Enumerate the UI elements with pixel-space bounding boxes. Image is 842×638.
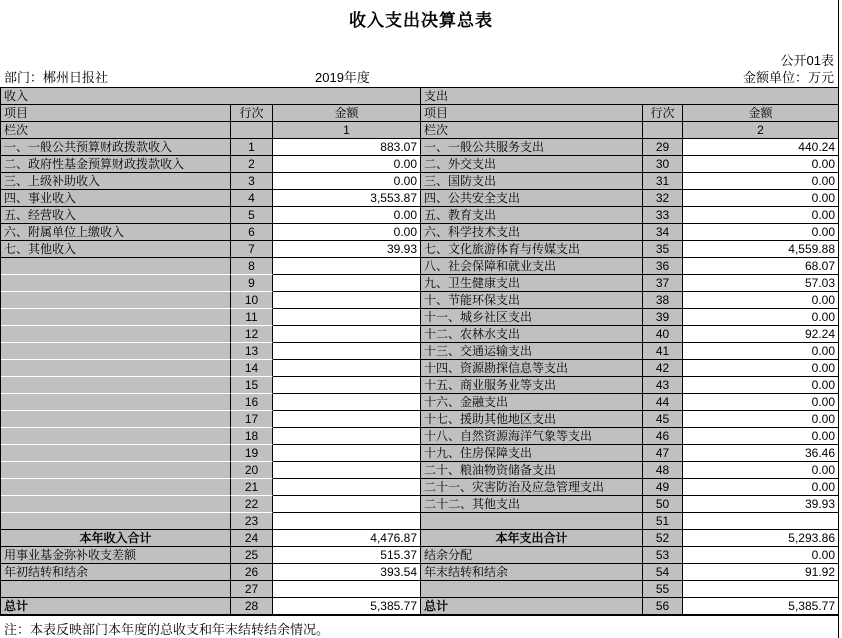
income-amount-cell: 515.37 [273,547,420,564]
income-item-cell: 五、经营收入 [1,207,231,224]
expenditure-amount-cell: 36.46 [683,445,838,462]
expenditure-item-cell: 十、节能环保支出 [421,292,643,309]
expenditure-item-cell [421,513,643,530]
expenditure-amount-cell: 57.03 [683,275,838,292]
expenditure-item-cell: 结余分配 [421,547,643,564]
expenditure-item-cell: 二十、粮油物资储备支出 [421,462,643,479]
amount-unit-label: 金额单位：万元 [742,70,834,85]
income-rowno-cell: 12 [231,326,273,343]
income-amount-cell [273,479,420,496]
expenditure-item-cell: 八、社会保障和就业支出 [421,258,643,275]
income-amount-cell [273,292,420,309]
income-item-cell [1,496,231,513]
expenditure-rowno-cell: 38 [643,292,683,309]
income-item-cell [1,326,231,343]
expenditure-rowno-cell: 31 [643,173,683,190]
expenditure-amount-cell [683,581,838,598]
expenditure-rowno-cell: 52 [643,530,683,547]
income-amount-cell [273,258,420,275]
expenditure-amount-cell: 0.00 [683,224,838,241]
expenditure-rowno-cell: 49 [643,479,683,496]
expenditure-amount-cell: 92.24 [683,326,838,343]
income-rowno-cell: 21 [231,479,273,496]
income-item-cell: 七、其他收入 [1,241,231,258]
income-item-cell [1,292,231,309]
expenditure-rowno-cell: 43 [643,377,683,394]
income-item-cell [1,445,231,462]
expenditure-item-cell: 十二、农林水支出 [421,326,643,343]
expenditure-item-cell [421,581,643,598]
income-amount-cell [273,360,420,377]
expenditure-item-cell: 十八、自然资源海洋气象等支出 [421,428,643,445]
expenditure-amount-cell: 0.00 [683,343,838,360]
income-amount-cell: 5,385.77 [273,598,420,615]
expenditure-amount-cell: 0.00 [683,309,838,326]
expenditure-rowno-cell: 51 [643,513,683,530]
expenditure-rowno-cell: 35 [643,241,683,258]
expenditure-table [421,88,838,615]
expenditure-rowno-cell: 39 [643,309,683,326]
footnote: 注：本表反映部门本年度的总收支和年末结转结余情况。 [4,622,330,637]
income-item-cell: 六、附属单位上缴收入 [1,224,231,241]
sheet-label: 公开01表 [780,53,834,68]
income-rowno-cell: 4 [231,190,273,207]
income-amount-cell [273,462,420,479]
expenditure-amount-cell: 0.00 [683,190,838,207]
income-item-cell [1,309,231,326]
expenditure-section-title: 支出 [421,88,838,105]
income-amount-cell: 3,553.87 [273,190,420,207]
income-amount-cell [273,445,420,462]
expenditure-amount-cell: 0.00 [683,173,838,190]
income-amount-cell: 0.00 [273,173,420,190]
income-item-cell: 本年收入合计 [1,530,231,547]
income-item-cell [1,411,231,428]
expenditure-rowno-cell: 33 [643,207,683,224]
income-amount-cell: 393.54 [273,564,420,581]
expenditure-amount-cell: 68.07 [683,258,838,275]
expenditure-item-cell: 六、科学技术支出 [421,224,643,241]
fiscal-year-label: 2019年度 [315,70,370,85]
income-rowno-cell: 5 [231,207,273,224]
expenditure-amount-cell: 440.24 [683,139,838,156]
expenditure-item-cell: 五、教育支出 [421,207,643,224]
expenditure-item-cell: 二十一、灾害防治及应急管理支出 [421,479,643,496]
expenditure-amount-cell: 0.00 [683,479,838,496]
expenditure-item-cell: 一、一般公共服务支出 [421,139,643,156]
expenditure-index-label: 栏次 [421,122,643,139]
income-item-cell [1,360,231,377]
expenditure-col-header-amount: 金额 [683,105,838,122]
income-item-cell: 年初结转和结余 [1,564,231,581]
income-col-header-item: 项目 [1,105,231,122]
expenditure-amount-cell: 0.00 [683,462,838,479]
expenditure-amount-cell: 5,293.86 [683,530,838,547]
income-item-cell: 三、上级补助收入 [1,173,231,190]
income-rowno-cell: 26 [231,564,273,581]
expenditure-rowno-cell: 44 [643,394,683,411]
income-rowno-cell: 20 [231,462,273,479]
expenditure-amount-cell: 0.00 [683,292,838,309]
income-amount-cell: 0.00 [273,207,420,224]
expenditure-rowno-cell: 47 [643,445,683,462]
expenditure-rowno-cell: 32 [643,190,683,207]
expenditure-index-blank [643,122,683,139]
expenditure-amount-cell [683,513,838,530]
expenditure-rowno-cell: 37 [643,275,683,292]
income-amount-cell: 39.93 [273,241,420,258]
expenditure-rowno-cell: 41 [643,343,683,360]
income-rowno-cell: 16 [231,394,273,411]
expenditure-item-cell: 十九、住房保障支出 [421,445,643,462]
income-rowno-cell: 22 [231,496,273,513]
income-rowno-cell: 7 [231,241,273,258]
income-amount-cell [273,377,420,394]
expenditure-item-cell: 年末结转和结余 [421,564,643,581]
income-section-title: 收入 [1,88,420,105]
expenditure-rowno-cell: 46 [643,428,683,445]
expenditure-amount-cell: 0.00 [683,156,838,173]
income-amount-cell [273,581,420,598]
meta-line [0,67,842,84]
expenditure-amount-cell: 4,559.88 [683,241,838,258]
income-item-cell [1,581,231,598]
expenditure-rowno-cell: 56 [643,598,683,615]
income-rowno-cell: 17 [231,411,273,428]
income-rowno-cell: 1 [231,139,273,156]
income-item-cell [1,513,231,530]
income-amount-cell [273,411,420,428]
expenditure-rowno-cell: 54 [643,564,683,581]
income-rowno-cell: 19 [231,445,273,462]
expenditure-item-cell: 三、国防支出 [421,173,643,190]
expenditure-item-cell: 十五、商业服务业等支出 [421,377,643,394]
income-item-cell: 用事业基金弥补收支差额 [1,547,231,564]
income-amount-cell: 0.00 [273,156,420,173]
expenditure-item-cell: 十六、金融支出 [421,394,643,411]
expenditure-rowno-cell: 30 [643,156,683,173]
income-item-cell: 四、事业收入 [1,190,231,207]
expenditure-col-header-rowno: 行次 [643,105,683,122]
income-index-blank [231,122,273,139]
income-rowno-cell: 2 [231,156,273,173]
expenditure-rowno-cell: 29 [643,139,683,156]
income-amount-cell [273,343,420,360]
expenditure-rowno-cell: 40 [643,326,683,343]
income-amount-cell [273,513,420,530]
income-index-value: 1 [273,122,420,139]
income-item-cell: 二、政府性基金预算财政拨款收入 [1,156,231,173]
expenditure-item-cell: 本年支出合计 [421,530,643,547]
expenditure-rowno-cell: 55 [643,581,683,598]
income-item-cell [1,428,231,445]
income-rowno-cell: 27 [231,581,273,598]
expenditure-amount-cell: 5,385.77 [683,598,838,615]
expenditure-item-cell: 十四、资源勘探信息等支出 [421,360,643,377]
expenditure-item-cell: 二、外交支出 [421,156,643,173]
income-rowno-cell: 18 [231,428,273,445]
income-item-cell [1,377,231,394]
expenditure-item-cell: 十三、交通运输支出 [421,343,643,360]
expenditure-index-value: 2 [683,122,838,139]
income-amount-cell: 883.07 [273,139,420,156]
expenditure-amount-cell: 0.00 [683,360,838,377]
expenditure-rowno-cell: 53 [643,547,683,564]
income-table [1,88,421,615]
expenditure-rowno-cell: 48 [643,462,683,479]
income-rowno-cell: 10 [231,292,273,309]
income-amount-cell [273,326,420,343]
income-col-header-amount: 金额 [273,105,420,122]
page-right-border [838,0,839,638]
expenditure-rowno-cell: 50 [643,496,683,513]
expenditure-rowno-cell: 42 [643,360,683,377]
income-amount-cell [273,496,420,513]
income-rowno-cell: 25 [231,547,273,564]
income-rowno-cell: 28 [231,598,273,615]
page-title: 收入支出决算总表 [349,11,493,30]
expenditure-item-cell: 十一、城乡社区支出 [421,309,643,326]
expenditure-amount-cell: 0.00 [683,207,838,224]
income-rowno-cell: 15 [231,377,273,394]
summary-table [0,87,839,616]
income-amount-cell: 4,476.87 [273,530,420,547]
income-item-cell: 一、一般公共预算财政拨款收入 [1,139,231,156]
income-rowno-cell: 23 [231,513,273,530]
expenditure-item-cell: 总计 [421,598,643,615]
income-item-cell [1,394,231,411]
expenditure-item-cell: 九、卫生健康支出 [421,275,643,292]
expenditure-amount-cell: 0.00 [683,547,838,564]
income-amount-cell [273,394,420,411]
income-item-cell [1,258,231,275]
expenditure-amount-cell: 39.93 [683,496,838,513]
expenditure-amount-cell: 0.00 [683,394,838,411]
income-amount-cell [273,309,420,326]
expenditure-amount-cell: 0.00 [683,377,838,394]
expenditure-amount-cell: 91.92 [683,564,838,581]
income-rowno-cell: 11 [231,309,273,326]
expenditure-item-cell: 十七、援助其他地区支出 [421,411,643,428]
income-item-cell [1,479,231,496]
expenditure-rowno-cell: 36 [643,258,683,275]
expenditure-item-cell: 二十二、其他支出 [421,496,643,513]
income-item-cell: 总计 [1,598,231,615]
expenditure-rowno-cell: 34 [643,224,683,241]
income-amount-cell [273,275,420,292]
income-rowno-cell: 8 [231,258,273,275]
expenditure-item-cell: 四、公共安全支出 [421,190,643,207]
income-item-cell [1,343,231,360]
income-rowno-cell: 3 [231,173,273,190]
income-rowno-cell: 14 [231,360,273,377]
expenditure-col-header-item: 项目 [421,105,643,122]
expenditure-amount-cell: 0.00 [683,428,838,445]
income-rowno-cell: 13 [231,343,273,360]
expenditure-amount-cell: 0.00 [683,411,838,428]
income-item-cell [1,275,231,292]
income-rowno-cell: 6 [231,224,273,241]
income-amount-cell: 0.00 [273,224,420,241]
income-item-cell [1,462,231,479]
income-rowno-cell: 24 [231,530,273,547]
income-col-header-rowno: 行次 [231,105,273,122]
expenditure-rowno-cell: 45 [643,411,683,428]
expenditure-item-cell: 七、文化旅游体育与传媒支出 [421,241,643,258]
department-label: 部门：郴州日报社 [4,70,109,85]
income-index-label: 栏次 [1,122,231,139]
income-rowno-cell: 9 [231,275,273,292]
income-amount-cell [273,428,420,445]
